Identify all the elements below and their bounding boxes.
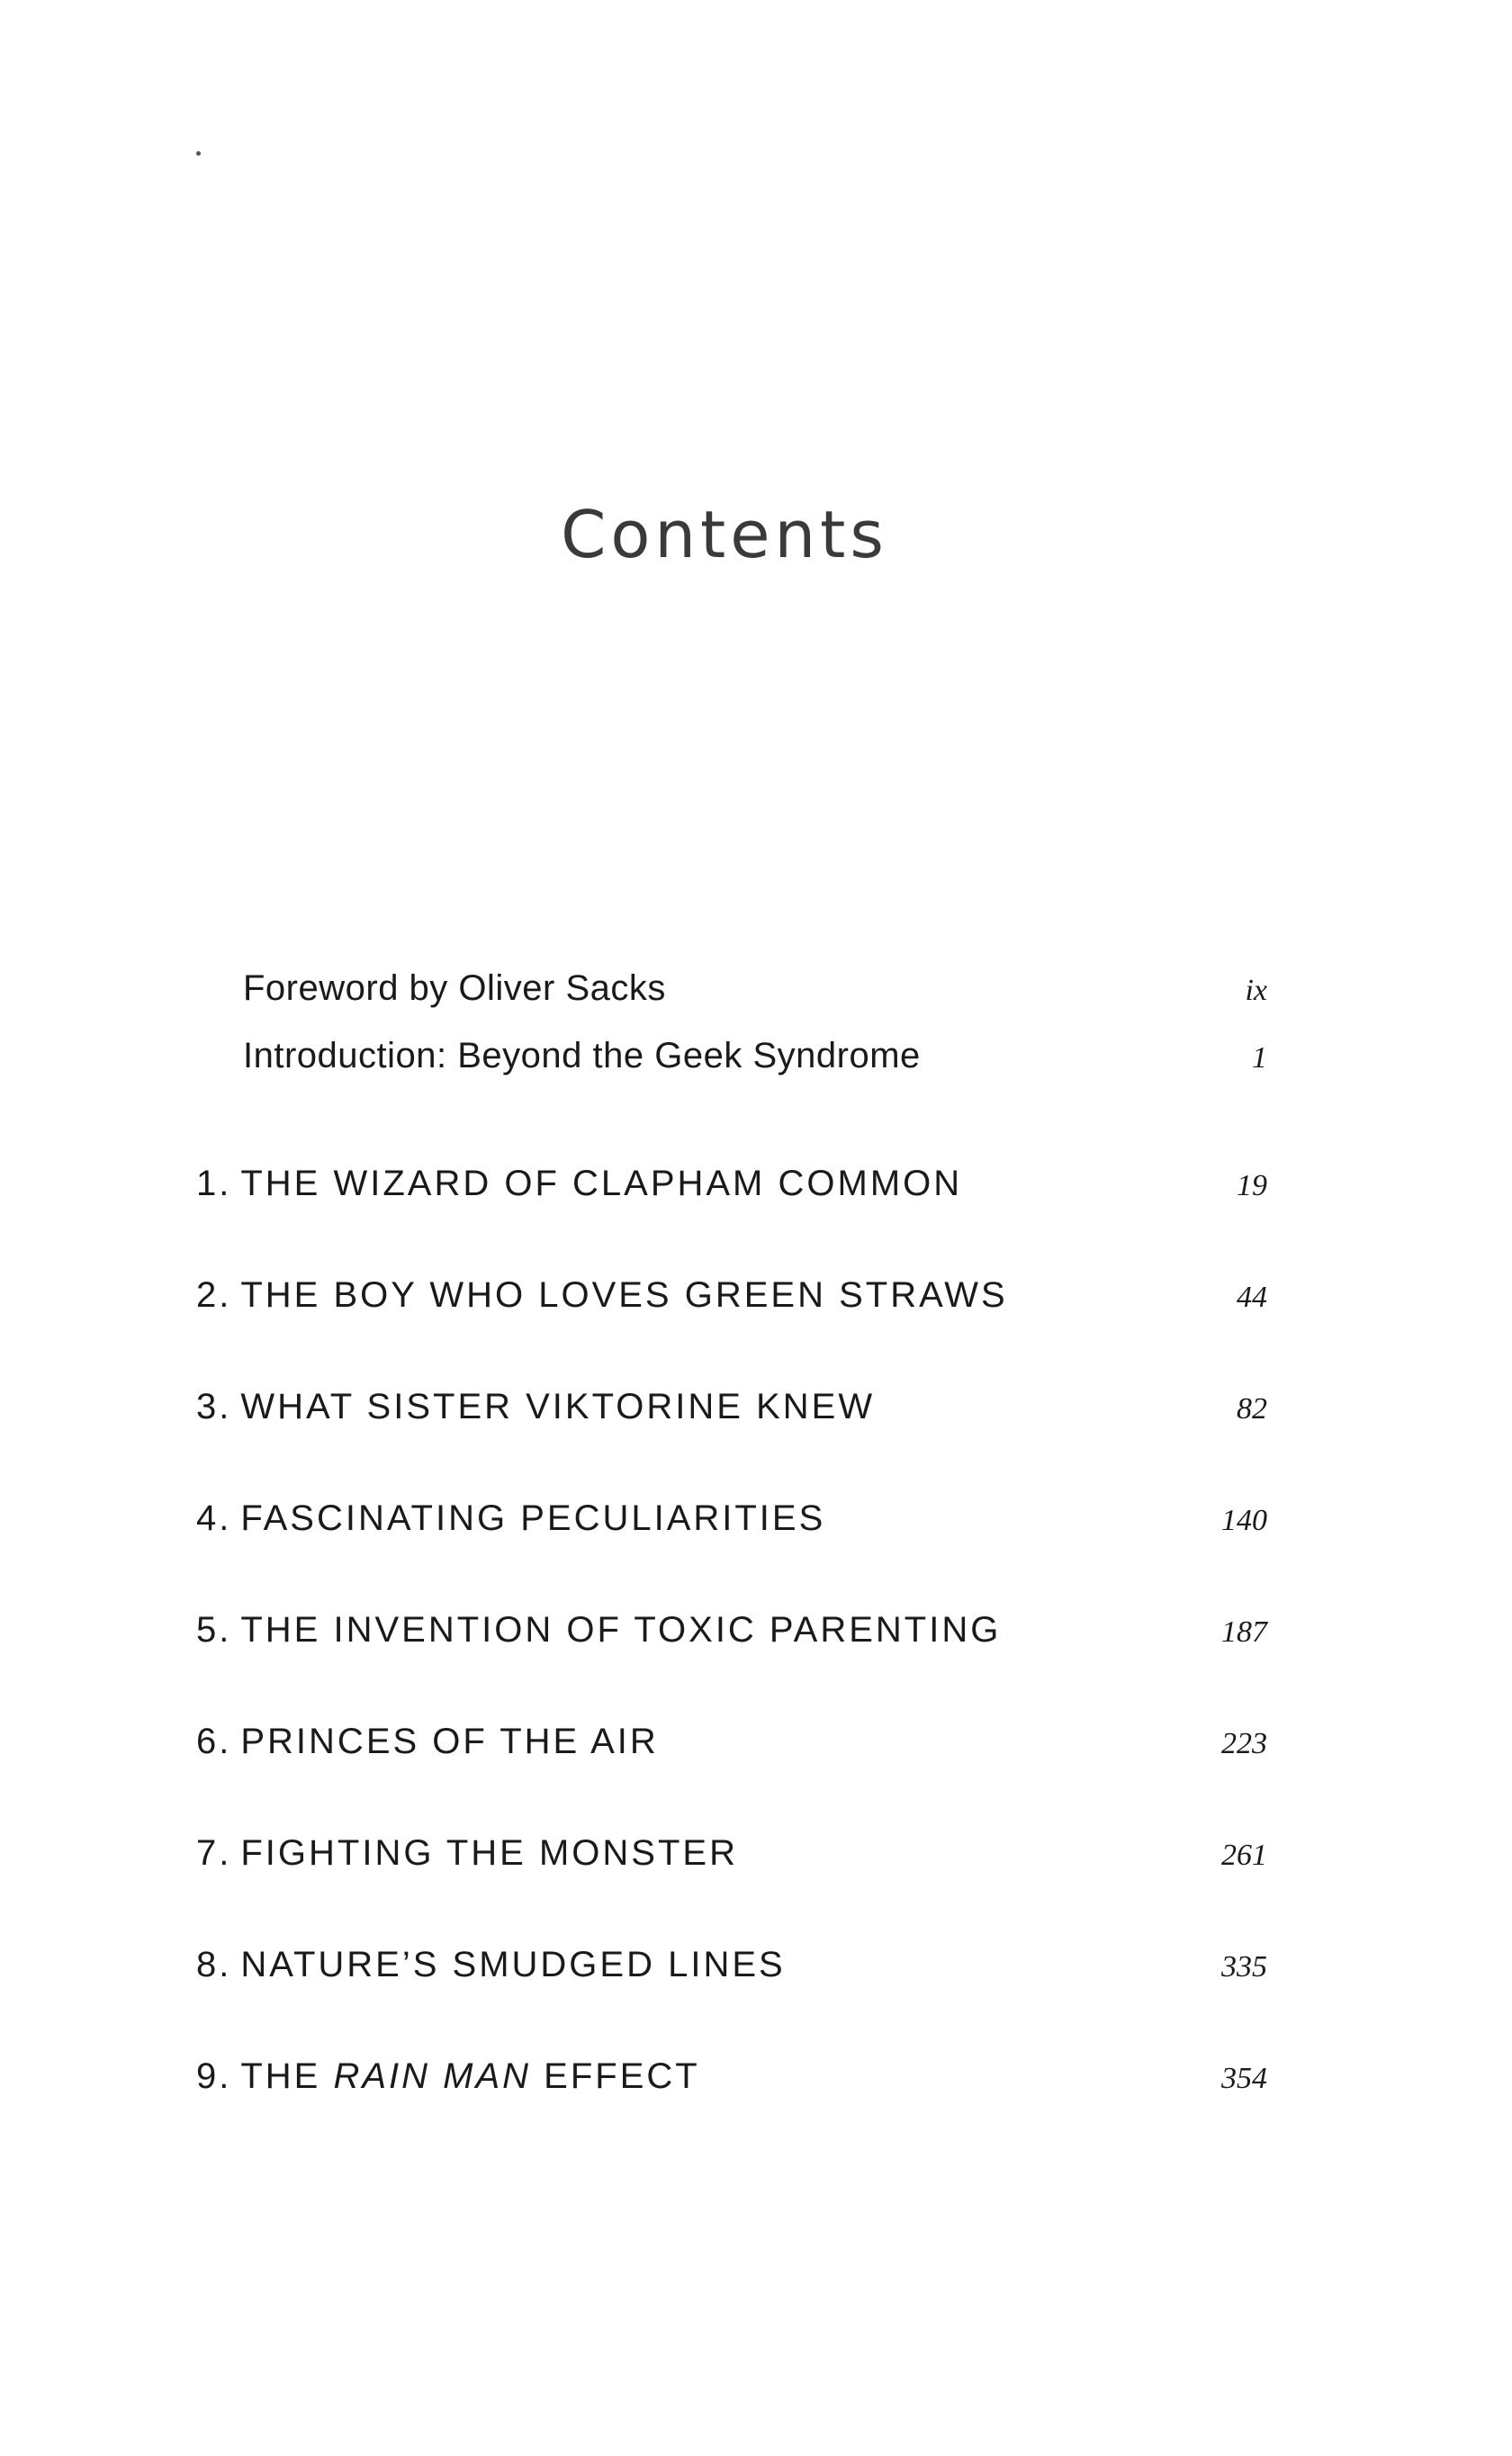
toc-chapter-label bbox=[196, 1164, 962, 1204]
toc-entry-introduction[interactable] bbox=[0, 1036, 1512, 1099]
chapter-title-suffix: EFFECT bbox=[531, 2056, 700, 2096]
chapter-title-italic: RAIN MAN bbox=[333, 2056, 532, 2096]
toc-chapter-label bbox=[196, 1275, 1008, 1316]
toc-entry-label: Foreword by Oliver Sacks bbox=[243, 968, 666, 1008]
page-title: Contents bbox=[561, 497, 888, 572]
toc-page-number: 261 bbox=[1221, 1839, 1267, 1872]
toc-chapter-5[interactable] bbox=[0, 1610, 1512, 1673]
chapter-title: NATURE’S SMUDGED LINES bbox=[240, 1945, 786, 1984]
toc-chapter-label bbox=[196, 1387, 875, 1427]
toc-entry-label: Introduction: Beyond the Geek Syndrome bbox=[243, 1036, 921, 1075]
toc-chapter-label bbox=[196, 2056, 700, 2097]
toc-chapter-label bbox=[196, 1833, 738, 1874]
toc-page-number: 140 bbox=[1221, 1504, 1267, 1537]
chapter-title: THE BOY WHO LOVES GREEN STRAWS bbox=[240, 1275, 1008, 1315]
chapter-number: 9. bbox=[196, 2056, 232, 2096]
toc-page-number: 187 bbox=[1221, 1615, 1267, 1649]
chapter-number: 8. bbox=[196, 1945, 232, 1984]
chapter-number: 1. bbox=[196, 1164, 232, 1203]
chapter-number: 4. bbox=[196, 1498, 232, 1538]
toc-page-number: 44 bbox=[1237, 1281, 1267, 1314]
chapter-number: 3. bbox=[196, 1387, 232, 1426]
print-speck bbox=[196, 151, 201, 156]
toc-chapter-9[interactable] bbox=[0, 2056, 1512, 2119]
toc-chapter-2[interactable] bbox=[0, 1275, 1512, 1338]
chapter-number: 5. bbox=[196, 1610, 232, 1650]
toc-chapter-label bbox=[196, 1498, 825, 1539]
toc-page-number: 82 bbox=[1237, 1392, 1267, 1426]
chapter-title: PRINCES OF THE AIR bbox=[240, 1722, 659, 1761]
toc-chapter-label bbox=[196, 1945, 786, 1985]
chapter-title: FASCINATING PECULIARITIES bbox=[240, 1498, 826, 1538]
toc-chapter-label bbox=[196, 1722, 659, 1762]
chapter-title: THE WIZARD OF CLAPHAM COMMON bbox=[240, 1164, 963, 1203]
toc-chapter-3[interactable] bbox=[0, 1387, 1512, 1450]
toc-page-number: 223 bbox=[1221, 1727, 1267, 1760]
toc-chapter-1[interactable] bbox=[0, 1164, 1512, 1227]
chapter-number: 6. bbox=[196, 1722, 232, 1761]
chapter-number: 2. bbox=[196, 1275, 232, 1315]
toc-page-number: 1 bbox=[1252, 1041, 1267, 1075]
chapter-title: WHAT SISTER VIKTORINE KNEW bbox=[240, 1387, 876, 1426]
toc-chapter-label bbox=[196, 1610, 1001, 1651]
toc-chapter-6[interactable] bbox=[0, 1722, 1512, 1785]
chapter-title-prefix: THE bbox=[240, 2056, 334, 2096]
toc-page-number: 354 bbox=[1221, 2062, 1267, 2095]
toc-chapter-7[interactable] bbox=[0, 1833, 1512, 1896]
toc-page-number: ix bbox=[1245, 974, 1267, 1007]
toc-entry-foreword[interactable] bbox=[0, 968, 1512, 1031]
toc-chapter-8[interactable] bbox=[0, 1945, 1512, 2008]
chapter-title: FIGHTING THE MONSTER bbox=[240, 1833, 738, 1873]
toc-page-number: 335 bbox=[1221, 1950, 1267, 1984]
toc-page-number: 19 bbox=[1237, 1169, 1267, 1202]
chapter-title: THE INVENTION OF TOXIC PARENTING bbox=[240, 1610, 1002, 1650]
toc-chapter-4[interactable] bbox=[0, 1498, 1512, 1561]
chapter-number: 7. bbox=[196, 1833, 232, 1873]
